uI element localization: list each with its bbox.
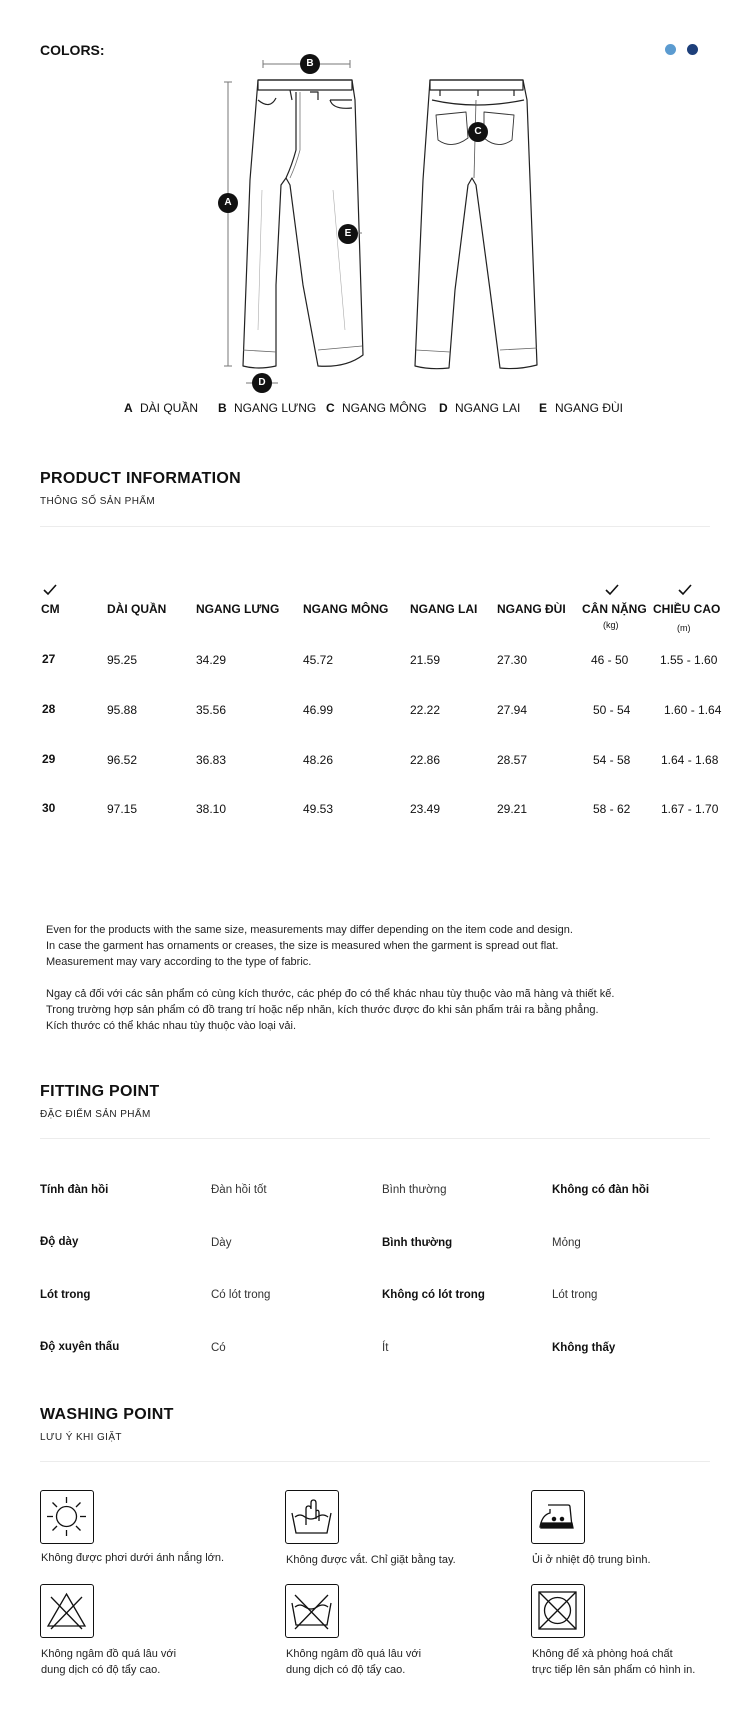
fitting-option-selected: Không có lót trong: [382, 1289, 485, 1301]
fitting-label: Độ xuyên thấu: [40, 1341, 120, 1353]
wash-instruction: Không được vắt. Chỉ giặt bằng tay.: [286, 1554, 456, 1566]
marker-e: E: [338, 224, 358, 244]
table-cell: 23.49: [410, 802, 441, 816]
fitting-option: Dày: [211, 1237, 232, 1249]
legend-key: C: [326, 401, 335, 415]
no-soak-icon: [285, 1584, 339, 1638]
table-cell: 95.25: [107, 653, 138, 667]
marker-a: A: [218, 193, 238, 213]
diagram-legend: [0, 401, 750, 417]
note-line: Even for the products with the same size, measurements may differ depending on the item code and design.: [46, 924, 573, 936]
table-cell: 36.83: [196, 753, 227, 767]
table-cell: 1.67 - 1.70: [661, 802, 719, 816]
wash-instruction: Không được phơi dưới ánh nắng lớn.: [41, 1552, 225, 1564]
table-cell: 97.15: [107, 802, 138, 816]
table-cell: 58 - 62: [593, 802, 631, 816]
table-cell: 50 - 54: [593, 703, 631, 717]
fitting-title: FITTING POINT: [40, 1083, 160, 1100]
fitting-label: Tính đàn hồi: [40, 1184, 109, 1196]
table-cell: 96.52: [107, 753, 138, 767]
table-cell: 21.59: [410, 653, 441, 667]
wash-instruction: Không ngâm đồ quá lâu với: [41, 1648, 177, 1660]
table-cell: 34.29: [196, 653, 227, 667]
divider: [40, 1138, 710, 1139]
column-header: DÀI QUẦN: [107, 602, 167, 616]
table-cell: 35.56: [196, 703, 227, 717]
fitting-subtitle: ĐẶC ĐIỂM SẢN PHẨM: [40, 1109, 151, 1120]
fitting-label: Độ dày: [40, 1236, 79, 1248]
fitting-option: Ít: [382, 1342, 389, 1354]
table-cell: 45.72: [303, 653, 334, 667]
fitting-label: Lót trong: [40, 1289, 91, 1301]
table-cell: 27: [42, 652, 56, 666]
fitting-option-selected: Không thấy: [552, 1342, 616, 1354]
unit-label: (m): [677, 623, 691, 633]
no-direct-sun-icon: [40, 1490, 94, 1544]
iron-medium-icon: [531, 1490, 585, 1544]
wash-instruction: trực tiếp lên sản phẩm có hình in.: [532, 1664, 696, 1676]
check-icon: [678, 584, 692, 596]
divider: [40, 1461, 710, 1462]
check-icon: [43, 584, 57, 596]
table-cell: 27.30: [497, 653, 528, 667]
wash-instruction: dung dịch có độ tẩy cao.: [41, 1664, 161, 1676]
legend-key: B: [218, 401, 227, 415]
note-line: Measurement may vary according to the type of fabric.: [46, 956, 312, 968]
marker-c: C: [468, 122, 488, 142]
table-cell: 54 - 58: [593, 753, 631, 767]
column-header: NGANG ĐÙI: [497, 602, 566, 616]
colors-label: COLORS:: [40, 42, 105, 58]
note-line: Ngay cả đối với các sản phẩm có cùng kích thước, các phép đo có thể khác nhau tùy thuộc vào mã hàng và thiết kế.: [46, 988, 615, 1000]
table-cell: 46.99: [303, 703, 334, 717]
table-cell: 29.21: [497, 802, 528, 816]
marker-d: D: [252, 373, 272, 393]
no-tumble-dry-icon: [531, 1584, 585, 1638]
table-cell: 48.26: [303, 753, 334, 767]
legend-label: DÀI QUẦN: [140, 401, 199, 415]
table-cell: 22.86: [410, 753, 441, 767]
table-cell: 46 - 50: [591, 653, 629, 667]
column-header: CM: [41, 602, 60, 616]
unit-label: (kg): [603, 620, 619, 630]
no-bleach-icon: [40, 1584, 94, 1638]
fitting-option: Đàn hồi tốt: [211, 1184, 267, 1196]
column-header: NGANG MÔNG: [303, 602, 389, 616]
fitting-option: Có: [211, 1342, 226, 1354]
legend-key: D: [439, 401, 448, 415]
column-header: CÂN NẶNG: [582, 602, 647, 616]
note-line: Kích thước có thể khác nhau tùy thuộc vào loại vải.: [46, 1020, 296, 1032]
hand-wash-no-wring-icon: [285, 1490, 339, 1544]
legend-key: A: [124, 401, 133, 415]
table-cell: 28.57: [497, 753, 528, 767]
fitting-option: Lót trong: [552, 1289, 598, 1301]
product-info-subtitle: THÔNG SỐ SẢN PHẨM: [40, 496, 156, 507]
table-cell: 30: [42, 801, 56, 815]
table-cell: 38.10: [196, 802, 227, 816]
legend-label: NGANG LƯNG: [234, 401, 317, 415]
column-header: CHIỀU CAO: [653, 602, 721, 616]
table-cell: 22.22: [410, 703, 441, 717]
table-cell: 28: [42, 702, 56, 716]
fitting-option-selected: Bình thường: [382, 1237, 453, 1249]
marker-b: B: [300, 54, 320, 74]
wash-instruction: Không để xà phòng hoá chất: [532, 1648, 673, 1660]
table-cell: 1.55 - 1.60: [660, 653, 718, 667]
table-cell: 27.94: [497, 703, 528, 717]
column-header: NGANG LƯNG: [196, 602, 280, 616]
wash-instruction: Không ngâm đồ quá lâu với: [286, 1648, 422, 1660]
table-cell: 49.53: [303, 802, 334, 816]
note-line: Trong trường hợp sản phẩm có đồ trang trí hoặc nếp nhăn, kích thước được đo khi sản phẩm trải ra bằng phẳng.: [46, 1004, 599, 1016]
table-cell: 1.60 - 1.64: [664, 703, 722, 717]
check-icon: [605, 584, 619, 596]
fitting-option-selected: Không có đàn hồi: [552, 1184, 650, 1196]
product-info-title: PRODUCT INFORMATION: [40, 470, 241, 487]
table-cell: 95.88: [107, 703, 138, 717]
column-header: NGANG LAI: [410, 602, 478, 616]
legend-label: NGANG ĐÙI: [555, 401, 624, 415]
legend-label: NGANG LAI: [455, 401, 521, 415]
legend-label: NGANG MÔNG: [342, 401, 427, 415]
washing-title: WASHING POINT: [40, 1406, 174, 1423]
fitting-option: Bình thường: [382, 1184, 447, 1196]
fitting-option: Mỏng: [552, 1237, 581, 1249]
legend-key: E: [539, 401, 548, 415]
pants-measurement-diagram: [0, 0, 750, 400]
table-cell: 29: [42, 752, 56, 766]
wash-instruction: dung dịch có độ tẩy cao.: [286, 1664, 406, 1676]
fitting-option: Có lót trong: [211, 1289, 271, 1301]
note-line: In case the garment has ornaments or creases, the size is measured when the garment is spread out flat.: [46, 940, 559, 952]
washing-subtitle: LƯU Ý KHI GIẶT: [40, 1432, 122, 1443]
table-cell: 1.64 - 1.68: [661, 753, 719, 767]
wash-instruction: Ủi ở nhiệt độ trung bình.: [532, 1554, 651, 1566]
divider: [40, 526, 710, 527]
